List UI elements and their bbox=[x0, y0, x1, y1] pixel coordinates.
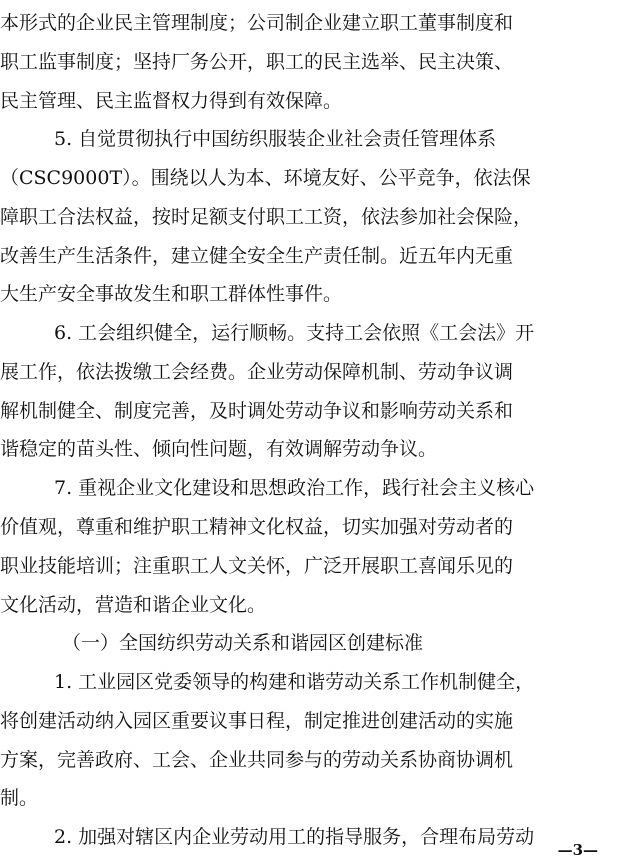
text-line: 文化活动，营造和谐企业文化。 bbox=[0, 594, 267, 616]
text-line: 谐稳定的苗头性、倾向性问题，有效调解劳动争议。 bbox=[0, 438, 438, 460]
paragraph-6-start: 6. 工会组织健全，运行顺畅。支持工会依照《工会法》开 bbox=[54, 322, 535, 344]
paragraph-5-start: 5. 自觉贯彻执行中国纺织服装企业社会责任管理体系 bbox=[54, 128, 497, 150]
text-line: 大生产安全事故发生和职工群体性事件。 bbox=[0, 283, 343, 305]
text-line: （CSC9000T）。围绕以人为本、环境友好、公平竞争，依法保 bbox=[0, 167, 531, 189]
text-line: 民主管理、民主监督权力得到有效保障。 bbox=[0, 90, 343, 112]
text-line: 职业技能培训；注重职工人文关怀，广泛开展职工喜闻乐见的 bbox=[0, 555, 514, 577]
text-line: 职工监事制度；坚持厂务公开，职工的民主选举、民主决策、 bbox=[0, 51, 514, 73]
text-line: 展工作，依法拨缴工会经费。企业劳动保障机制、劳动争议调 bbox=[0, 361, 514, 383]
text-line: 解机制健全、制度完善，及时调处劳动争议和影响劳动关系和 bbox=[0, 400, 514, 422]
paragraph-2-start: 2. 加强对辖区内企业劳动用工的指导服务，合理布局劳动 bbox=[54, 826, 535, 848]
paragraph-7-start: 7. 重视企业文化建设和思想政治工作，践行社会主义核心 bbox=[54, 477, 535, 499]
text-line: 制。 bbox=[0, 787, 39, 809]
text-line: 方案，完善政府、工会、企业共同参与的劳动关系协商协调机 bbox=[0, 749, 514, 771]
text-line: 价值观，尊重和维护职工精神文化权益，切实加强对劳动者的 bbox=[0, 516, 514, 538]
text-line: 障职工合法权益，按时足额支付职工工资，依法参加社会保险， bbox=[0, 206, 533, 228]
text-line: 本形式的企业民主管理制度；公司制企业建立职工董事制度和 bbox=[0, 12, 514, 34]
text-line: 改善生产生活条件，建立健全安全生产责任制。近五年内无重 bbox=[0, 245, 514, 267]
section-heading: （一）全国纺织劳动关系和谐园区创建标准 bbox=[62, 632, 424, 654]
page-number: —3— bbox=[557, 841, 598, 859]
paragraph-1-start: 1. 工业园区党委领导的构建和谐劳动关系工作机制健全， bbox=[54, 671, 535, 693]
text-line: 将创建活动纳入园区重要议事日程，制定推进创建活动的实施 bbox=[0, 710, 514, 732]
